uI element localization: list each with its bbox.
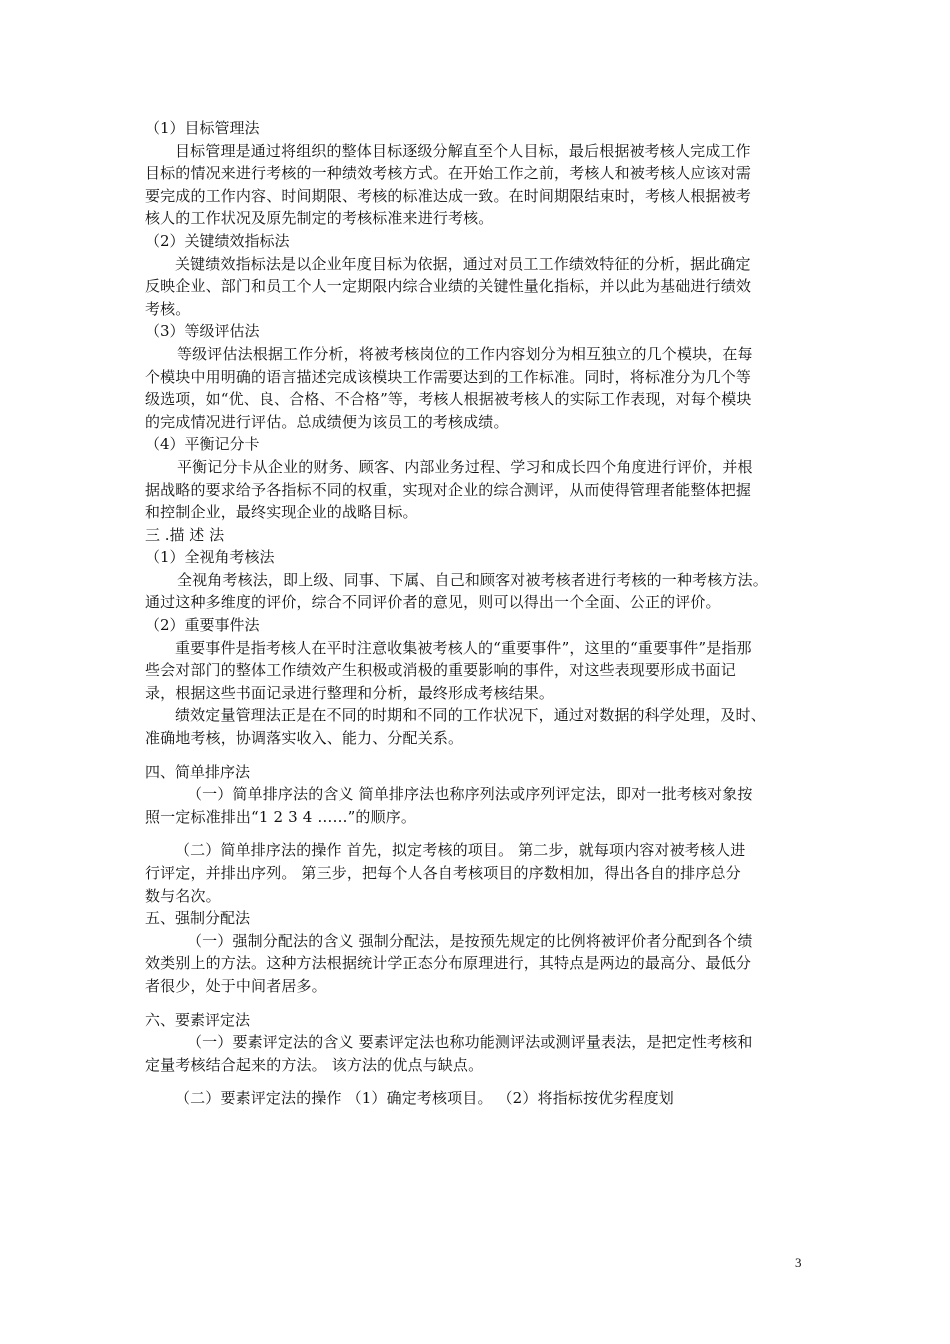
paragraph-line: （一）要素评定法的含义 要素评定法也称功能测评法或测评量表法，是把定性考核和 — [187, 1033, 753, 1052]
section-heading: （1）目标管理法 — [145, 119, 260, 137]
paragraph-line: 反映企业、部门和员工个人一定期限内综合业绩的关键性量化指标，并以此为基础进行绩效 — [145, 277, 752, 296]
paragraph-line: 据战略的要求给予各指标不同的权重，实现对企业的综合测评，从而使得管理者能整体把握 — [145, 480, 752, 499]
section-heading: （2）关键绩效指标法 — [145, 231, 290, 250]
paragraph-line: 级选项，如“优、良、合格、不合格”等，考核人根据被考核人的实际工作表现，对每个模块 — [145, 390, 752, 409]
paragraph-line: 照一定标准排出“1 2 3 4 ……”的顺序。 — [145, 807, 417, 826]
paragraph-line: 和控制企业，最终实现企业的战略目标。 — [145, 503, 418, 522]
paragraph-line: （一）简单排序法的含义 简单排序法也称序列法或序列评定法，即对一批考核对象按 — [187, 785, 753, 804]
paragraph-line: （二）要素评定法的操作 （1）确定考核项目。 （2）将指标按优劣程度划 — [175, 1089, 674, 1108]
paragraph-line: 目标的情况来进行考核的一种绩效考核方式。在开始工作之前，考核人和被考核人应该对需 — [145, 164, 752, 183]
paragraph-line: 全视角考核法，即上级、同事、下属、自己和顾客对被考核者进行考核的一种考核方法。 — [177, 570, 768, 589]
chapter-heading: 六、要素评定法 — [145, 1010, 251, 1029]
section-heading: （2）重要事件法 — [145, 616, 260, 635]
chapter-heading: 四、简单排序法 — [145, 762, 251, 781]
paragraph-line: 关键绩效指标法是以企业年度目标为依据，通过对员工工作绩效特征的分析，据此确定 — [175, 254, 751, 273]
paragraph-line: （二）简单排序法的操作 首先，拟定考核的项目。 第二步，就每项内容对被考核人进 — [175, 841, 746, 860]
paragraph-line: 核人的工作状况及原先制定的考核标准来进行考核。 — [145, 209, 494, 228]
paragraph-line: 要完成的工作内容、时间期限、考核的标准达成一致。在时间期限结束时，考核人根据被考 — [145, 186, 752, 205]
section-heading: （3）等级评估法 — [145, 322, 260, 341]
paragraph-line: 等级评估法根据工作分析，将被考核岗位的工作内容划分为相互独立的几个模块，在每 — [177, 344, 753, 363]
paragraph-line: 行评定，并排出序列。 第三步，把每个人各自考核项目的序数相加，得出各自的排序总分 — [145, 864, 741, 882]
paragraph-line: 考核。 — [145, 299, 191, 318]
paragraph-line: 重要事件是指考核人在平时注意收集被考核人的“重要事件”，这里的“重要事件”是指那 — [175, 638, 752, 657]
paragraph-line: 定量考核结合起来的方法。 该方法的优点与缺点。 — [145, 1055, 484, 1074]
paragraph-line: 数与名次。 — [145, 886, 221, 905]
paragraph-line: 的完成情况进行评估。总成绩便为该员工的考核成绩。 — [145, 412, 509, 431]
paragraph-line: 目标管理是通过将组织的整体目标逐级分解直至个人目标，最后根据被考核人完成工作 — [175, 141, 751, 160]
section-heading: （4）平衡记分卡 — [145, 435, 260, 454]
paragraph-line: 平衡记分卡从企业的财务、顾客、内部业务过程、学习和成长四个角度进行评价，并根 — [177, 457, 753, 476]
section-heading: （1）全视角考核法 — [145, 548, 275, 567]
paragraph-line: （一）强制分配法的含义 强制分配法，是按预先规定的比例将被评价者分配到各个绩 — [187, 931, 753, 950]
paragraph-line: 效类别上的方法。这种方法根据统计学正态分布原理进行，其特点是两边的最高分、最低分 — [145, 954, 752, 973]
page-number: 3 — [795, 1255, 802, 1270]
paragraph-line: 绩效定量管理法正是在不同的时期和不同的工作状况下，通过对数据的科学处理，及时、 — [175, 706, 766, 725]
paragraph-line: 通过这种多维度的评价，综合不同评价者的意见，则可以得出一个全面、公正的评价。 — [145, 593, 721, 612]
paragraph-line: 录，根据这些书面记录进行整理和分析，最终形成考核结果。 — [145, 683, 555, 702]
document-page — [145, 117, 809, 1110]
paragraph-line: 者很少，处于中间者居多。 — [145, 976, 327, 995]
chapter-heading: 五、强制分配法 — [145, 909, 251, 928]
paragraph-line: 些会对部门的整体工作绩效产生积极或消极的重要影响的事件，对这些表现要形成书面记 — [145, 661, 736, 680]
chapter-heading: 三 .描 述 法 — [145, 525, 225, 544]
paragraph-line: 个模块中用明确的语言描述完成该模块工作需要达到的工作标准。同时，将标准分为几个等 — [145, 367, 752, 386]
paragraph-line: 准确地考核，协调落实收入、能力、分配关系。 — [145, 729, 464, 748]
